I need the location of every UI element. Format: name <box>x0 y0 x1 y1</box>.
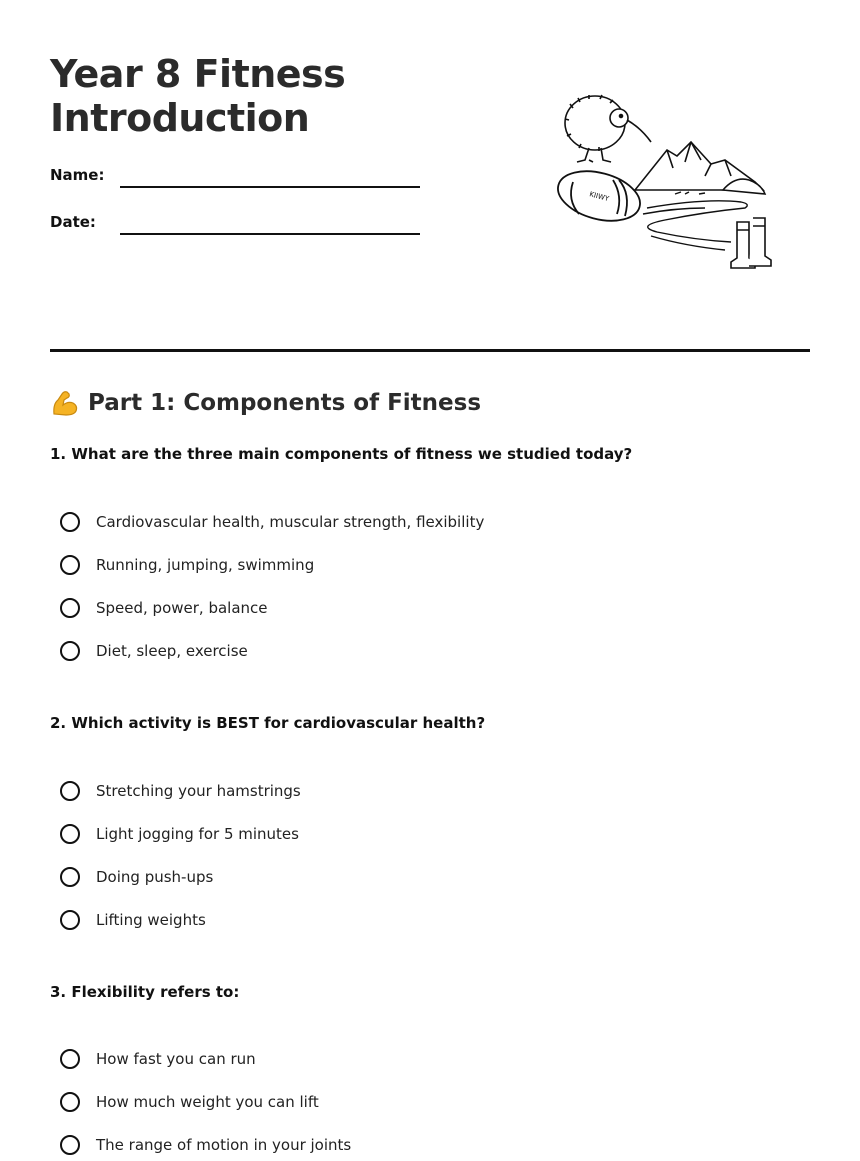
radio-button[interactable] <box>60 1092 80 1112</box>
option-label: How much weight you can lift <box>96 1093 319 1111</box>
section-divider <box>50 349 810 352</box>
radio-button[interactable] <box>60 598 80 618</box>
q2-option-4[interactable] <box>60 906 206 934</box>
mountain-icon <box>635 142 765 194</box>
option-label: Cardiovascular health, muscular strength, flexibility <box>96 513 485 531</box>
radio-button[interactable] <box>60 824 80 844</box>
option-label: Light jogging for 5 minutes <box>96 825 299 843</box>
radio-button[interactable] <box>60 867 80 887</box>
kiwi-bird-icon <box>565 95 651 162</box>
q2-option-3[interactable] <box>60 863 213 891</box>
option-label: Lifting weights <box>96 911 206 929</box>
option-label: Speed, power, balance <box>96 599 268 617</box>
q3-option-1[interactable] <box>60 1045 256 1073</box>
option-label: Running, jumping, swimming <box>96 556 315 574</box>
option-label: Doing push-ups <box>96 868 214 886</box>
river-icon <box>643 192 747 250</box>
page-title <box>50 52 345 140</box>
nz-illustration <box>555 90 785 275</box>
radio-button[interactable] <box>60 910 80 930</box>
question-2: 2. Which activity is BEST for cardiovascular health? <box>50 714 486 732</box>
radio-button[interactable] <box>60 512 80 532</box>
q1-option-2[interactable] <box>60 551 314 579</box>
date-label: Date: <box>50 213 96 231</box>
date-line[interactable] <box>120 233 420 235</box>
q1-option-1[interactable] <box>60 508 484 536</box>
name-field[interactable] <box>50 166 420 196</box>
name-line[interactable] <box>120 186 420 188</box>
gumboots-icon <box>731 218 771 268</box>
question-1: 1. What are the three main components of fitness we studied today? <box>50 445 633 463</box>
name-label: Name: <box>50 166 105 184</box>
title-line-1: Year 8 Fitness <box>50 52 346 96</box>
option-label: Stretching your hamstrings <box>96 782 301 800</box>
q3-option-3[interactable] <box>60 1131 351 1159</box>
svg-text:KIIWY: KIIWY <box>588 190 610 204</box>
title-line-2: Introduction <box>50 96 310 140</box>
rugby-ball-icon <box>555 163 646 229</box>
section-heading <box>50 388 481 418</box>
option-label: How fast you can run <box>96 1050 256 1068</box>
radio-button[interactable] <box>60 1049 80 1069</box>
q2-option-2[interactable] <box>60 820 299 848</box>
radio-button[interactable] <box>60 641 80 661</box>
date-field[interactable] <box>50 213 420 243</box>
radio-button[interactable] <box>60 781 80 801</box>
radio-button[interactable] <box>60 555 80 575</box>
flexed-biceps-icon <box>50 388 80 418</box>
q1-option-4[interactable] <box>60 637 248 665</box>
section-title: Part 1: Components of Fitness <box>88 390 482 416</box>
q1-option-3[interactable] <box>60 594 268 622</box>
q3-option-2[interactable] <box>60 1088 319 1116</box>
q2-option-1[interactable] <box>60 777 301 805</box>
question-3: 3. Flexibility refers to: <box>50 983 240 1001</box>
option-label: Diet, sleep, exercise <box>96 642 248 660</box>
option-label: The range of motion in your joints <box>96 1136 352 1154</box>
radio-button[interactable] <box>60 1135 80 1155</box>
